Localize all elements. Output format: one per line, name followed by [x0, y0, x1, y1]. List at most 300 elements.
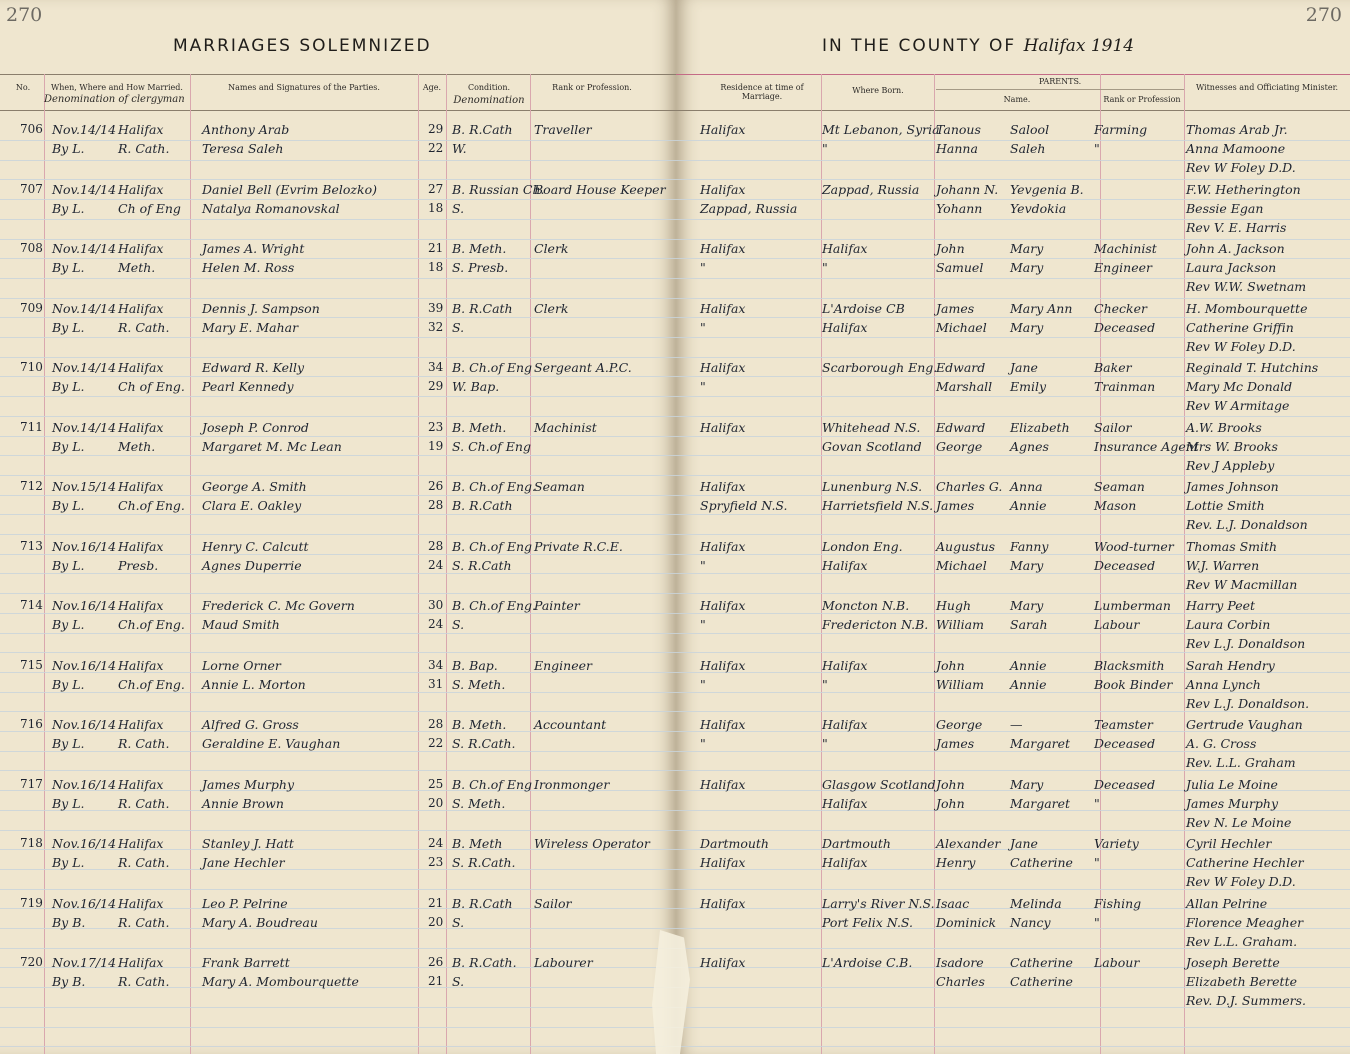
- witness-2: Laura Jackson: [1186, 260, 1277, 275]
- entry-number: 708: [20, 241, 43, 255]
- entry-denomination: Ch.of Eng.: [118, 498, 185, 513]
- groom-condition: B. Ch.of Eng.: [452, 598, 536, 613]
- groom-condition: B. Ch.of Eng: [452, 538, 533, 554]
- groom-name: Frederick C. Mc Govern: [202, 598, 355, 613]
- ruled-line: [0, 337, 676, 338]
- ruled-line: [676, 1027, 1350, 1028]
- entry-place: Halifax: [118, 657, 164, 673]
- entry-denomination: Ch.of Eng.: [118, 617, 185, 632]
- groom-condition: B. R.Cath: [452, 122, 513, 137]
- groom-residence: Halifax: [700, 300, 746, 316]
- groom-residence: Halifax: [700, 181, 746, 197]
- ruled-line: [0, 830, 676, 831]
- groom-father: George: [936, 717, 983, 732]
- ruled-line: [0, 278, 676, 279]
- groom-age: 28: [428, 538, 444, 553]
- bride-parents-rank: ": [1094, 795, 1100, 811]
- bride-parents-rank: Trainman: [1094, 379, 1156, 394]
- bride-parents-rank: ": [1094, 855, 1100, 870]
- entry-place: Halifax: [118, 122, 164, 137]
- entry-date: Nov.16/14: [52, 776, 117, 792]
- entry-by: By L.: [52, 141, 85, 156]
- bride-name: Annie L. Morton: [202, 676, 306, 692]
- bride-birthplace: Harrietsfield N.S.: [822, 498, 934, 513]
- entry-by: By L.: [52, 736, 85, 751]
- ruled-line: [0, 948, 676, 949]
- groom-name: Alfred G. Gross: [202, 717, 299, 732]
- groom-father: Isaac: [936, 895, 970, 911]
- witness-2: Anna Lynch: [1186, 676, 1261, 692]
- col-residence-header: Residence at time of Marriage.: [720, 83, 804, 101]
- ruled-line: [0, 239, 676, 240]
- bride-condition: W.: [452, 141, 467, 156]
- bride-mother: Agnes: [1010, 438, 1049, 454]
- bride-age: 20: [428, 914, 444, 929]
- witness-1: Thomas Smith: [1186, 538, 1278, 554]
- officiating-minister: Rev J Appleby: [1186, 457, 1275, 473]
- groom-age: 29: [428, 122, 444, 136]
- groom-parents-rank: Teamster: [1094, 717, 1153, 732]
- entry-place: Halifax: [118, 300, 164, 316]
- ruled-line: [676, 554, 1350, 555]
- bride-name: Annie Brown: [202, 795, 284, 811]
- entry-date: Nov.15/14: [52, 479, 117, 494]
- bride-name: Margaret M. Mc Lean: [202, 438, 342, 454]
- bride-birthplace: Port Felix N.S.: [822, 914, 914, 930]
- header-bottom-rule: [676, 110, 1350, 111]
- entry-date: Nov.14/14: [52, 181, 117, 197]
- entry-place: Halifax: [118, 895, 164, 911]
- bride-name: Teresa Saleh: [202, 141, 284, 156]
- groom-mother: Salool: [1010, 122, 1050, 137]
- entry-date: Nov.16/14: [52, 598, 117, 613]
- bride-birthplace: ": [822, 260, 828, 275]
- groom-condition: B. Ch.of Eng: [452, 360, 533, 375]
- entry-denomination: Meth.: [118, 260, 156, 275]
- witness-2: A. G. Cross: [1186, 736, 1257, 751]
- groom-mother: Yevgenia B.: [1010, 181, 1084, 197]
- bride-name: Mary E. Mahar: [202, 319, 299, 335]
- groom-father: Johann N.: [936, 181, 999, 197]
- groom-residence: Halifax: [700, 419, 746, 435]
- bride-age: 21: [428, 974, 444, 988]
- groom-father: Edward: [936, 419, 986, 435]
- groom-birthplace: Halifax: [822, 717, 868, 732]
- bride-mother: Margaret: [1010, 736, 1071, 751]
- entry-number: 720: [20, 955, 43, 969]
- groom-age: 34: [428, 360, 444, 374]
- entry-place: Halifax: [118, 717, 164, 732]
- officiating-minister: Rev W.W. Swetnam: [1186, 279, 1307, 294]
- bride-parents-rank: Book Binder: [1094, 676, 1173, 692]
- ruled-line: [0, 889, 676, 890]
- bride-mother: Saleh: [1010, 141, 1046, 156]
- groom-mother: Jane: [1010, 360, 1038, 375]
- bride-condition: W. Bap.: [452, 379, 500, 394]
- ruled-line: [676, 317, 1350, 318]
- ruled-line: [676, 830, 1350, 831]
- groom-age: 27: [428, 181, 444, 196]
- entry-by: By B.: [52, 974, 86, 989]
- bride-father: Michael: [936, 319, 987, 335]
- entry-by: By L.: [52, 379, 85, 394]
- ruled-line: [676, 416, 1350, 417]
- groom-residence: Halifax: [700, 479, 746, 494]
- bride-birthplace: Halifax: [822, 319, 868, 335]
- ruled-line: [0, 692, 676, 693]
- bride-condition: S. Meth.: [452, 795, 506, 811]
- bride-name: Agnes Duperrie: [202, 557, 302, 573]
- groom-residence: Dartmouth: [700, 836, 769, 851]
- witness-1: A.W. Brooks: [1186, 419, 1262, 435]
- entry-date: Nov.16/14: [52, 717, 117, 732]
- groom-birthplace: L'Ardoise C.B.: [822, 955, 913, 970]
- witness-1: Gertrude Vaughan: [1186, 717, 1303, 732]
- bride-name: Jane Hechler: [202, 855, 285, 870]
- groom-parents-rank: Farming: [1094, 122, 1148, 137]
- ruled-line: [0, 376, 676, 377]
- bride-residence: Spryfield N.S.: [700, 498, 788, 513]
- groom-name: Henry C. Calcutt: [202, 538, 309, 554]
- bride-residence: ": [700, 676, 706, 692]
- groom-birthplace: Halifax: [822, 241, 868, 256]
- groom-residence: Halifax: [700, 657, 746, 673]
- groom-name: Lorne Orner: [202, 657, 281, 673]
- groom-age: 21: [428, 895, 444, 910]
- groom-condition: B. R.Cath.: [452, 955, 517, 970]
- bride-name: Pearl Kennedy: [202, 379, 294, 394]
- page-title-right-text: IN THE COUNTY OF: [822, 36, 1017, 56]
- groom-birthplace: Mt Lebanon, Syria: [822, 122, 940, 137]
- bride-father: John: [936, 795, 965, 811]
- ruled-line: [0, 1007, 676, 1008]
- witness-1: Cyril Hechler: [1186, 836, 1272, 851]
- bride-condition: S. R.Cath.: [452, 736, 516, 751]
- groom-condition: B. R.Cath: [452, 300, 513, 316]
- officiating-minister: Rev W Armitage: [1186, 398, 1290, 413]
- bride-parents-rank: Deceased: [1094, 736, 1156, 751]
- col-condition-header: Condition.: [467, 83, 511, 92]
- groom-name: Leo P. Pelrine: [202, 895, 288, 911]
- witness-2: Catherine Griffin: [1186, 319, 1294, 335]
- groom-residence: Halifax: [700, 241, 746, 256]
- col-names-header: Names and Signatures of the Parties.: [228, 83, 380, 92]
- groom-condition: B. Ch.of Eng.: [452, 479, 536, 494]
- ruled-line: [0, 711, 676, 712]
- bride-mother: Nancy: [1010, 914, 1051, 930]
- groom-name: Stanley J. Hatt: [202, 836, 294, 851]
- entry-date: Nov.14/14: [52, 241, 117, 256]
- groom-father: James: [936, 300, 975, 316]
- ruled-line: [0, 140, 676, 141]
- col-born-header: Where Born.: [852, 86, 904, 95]
- ruled-line: [0, 633, 676, 634]
- bride-age: 18: [428, 200, 444, 215]
- entry-denomination: R. Cath.: [118, 974, 170, 989]
- ruled-line: [676, 652, 1350, 653]
- entry-number: 717: [20, 776, 43, 791]
- groom-mother: Anna: [1010, 479, 1043, 494]
- ruled-line: [676, 633, 1350, 634]
- bride-age: 24: [428, 557, 444, 572]
- bride-father: William: [936, 617, 984, 632]
- ruled-line: [0, 258, 676, 259]
- groom-age: 24: [428, 836, 444, 850]
- ruled-line: [0, 1027, 676, 1028]
- groom-age: 26: [428, 479, 444, 493]
- ruled-line: [676, 692, 1350, 693]
- groom-age: 34: [428, 657, 444, 672]
- groom-residence: Halifax: [700, 955, 746, 970]
- ruled-line: [0, 514, 676, 515]
- bride-condition: S.: [452, 974, 465, 989]
- groom-birthplace: Zappad, Russia: [822, 181, 920, 197]
- col-condition-denom-note: Denomination: [453, 95, 525, 106]
- bride-age: 18: [428, 260, 444, 274]
- entry-place: Halifax: [118, 360, 164, 375]
- ruled-line: [676, 495, 1350, 496]
- entry-denomination: R. Cath.: [118, 855, 170, 870]
- bride-birthplace: ": [822, 141, 828, 156]
- ruled-line: [0, 1046, 676, 1047]
- col-parent-rank-header: Rank or Profession: [1103, 95, 1181, 104]
- groom-age: 25: [428, 776, 444, 791]
- witness-2: Bessie Egan: [1186, 200, 1264, 216]
- witness-2: James Murphy: [1186, 795, 1279, 811]
- bride-residence: ": [700, 319, 706, 335]
- ruled-line: [0, 495, 676, 496]
- bride-mother: Emily: [1010, 379, 1047, 394]
- officiating-minister: Rev L.J. Donaldson: [1186, 636, 1306, 651]
- witness-1: Sarah Hendry: [1186, 657, 1275, 673]
- groom-condition: B. Meth.: [452, 419, 507, 435]
- bride-condition: S.: [452, 617, 465, 632]
- entry-by: By L.: [52, 319, 85, 335]
- header-top-rule: [676, 74, 1350, 75]
- bride-mother: Yevdokia: [1010, 200, 1067, 216]
- entry-date: Nov.14/14: [52, 122, 117, 137]
- ruled-line: [0, 455, 676, 456]
- groom-name: Anthony Arab: [202, 122, 290, 137]
- witness-1: Allan Pelrine: [1186, 895, 1268, 911]
- groom-father: Augustus: [936, 538, 996, 554]
- entry-date: Nov.16/14: [52, 895, 117, 911]
- groom-rank: Painter: [534, 598, 580, 613]
- entry-place: Halifax: [118, 181, 164, 197]
- witness-1: H. Mombourquette: [1186, 300, 1308, 316]
- groom-parents-rank: Seaman: [1094, 479, 1145, 494]
- groom-father: Charles G.: [936, 479, 1003, 494]
- entry-number: 709: [20, 300, 43, 315]
- col-parent-name-header: Name.: [1003, 95, 1031, 104]
- bride-parents-rank: Insurance Agent: [1094, 438, 1199, 454]
- ruled-line: [676, 573, 1350, 574]
- bride-father: Samuel: [936, 260, 984, 275]
- groom-birthplace: Halifax: [822, 657, 868, 673]
- bride-condition: S. Ch.of Eng: [452, 438, 531, 454]
- ruled-line: [0, 652, 676, 653]
- officiating-minister: Rev. L.J. Donaldson: [1186, 517, 1308, 532]
- entry-by: By L.: [52, 260, 85, 275]
- groom-rank: Wireless Operator: [534, 836, 650, 851]
- bride-birthplace: Govan Scotland: [822, 438, 922, 454]
- officiating-minister: Rev W Foley D.D.: [1186, 874, 1296, 889]
- groom-mother: Fanny: [1010, 538, 1049, 554]
- bride-age: 32: [428, 319, 444, 334]
- bride-parents-rank: Mason: [1094, 498, 1137, 513]
- entry-by: By L.: [52, 438, 85, 454]
- entry-by: By L.: [52, 557, 85, 573]
- witness-1: James Johnson: [1186, 479, 1279, 494]
- groom-parents-rank: Wood-turner: [1094, 538, 1174, 554]
- witness-2: Mrs W. Brooks: [1186, 438, 1278, 454]
- groom-age: 39: [428, 300, 444, 315]
- groom-father: John: [936, 241, 965, 256]
- bride-residence: ": [700, 379, 706, 394]
- groom-rank: Private R.C.E.: [534, 538, 623, 554]
- ruled-line: [0, 298, 676, 299]
- bride-condition: S. Meth.: [452, 676, 506, 692]
- groom-mother: Mary: [1010, 241, 1044, 256]
- groom-mother: Mary: [1010, 776, 1044, 792]
- bride-age: 29: [428, 379, 444, 393]
- groom-birthplace: London Eng.: [822, 538, 903, 554]
- bride-father: Henry: [936, 855, 976, 870]
- bride-name: Geraldine E. Vaughan: [202, 736, 341, 751]
- groom-parents-rank: Machinist: [1094, 241, 1157, 256]
- groom-rank: Clerk: [534, 241, 569, 256]
- groom-mother: —: [1010, 717, 1023, 732]
- ruled-line: [676, 436, 1350, 437]
- entry-number: 714: [20, 598, 43, 612]
- groom-birthplace: Scarborough Eng.: [822, 360, 938, 375]
- entry-place: Halifax: [118, 241, 164, 256]
- bride-name: Helen M. Ross: [202, 260, 295, 275]
- ruled-line: [0, 317, 676, 318]
- bride-father: James: [936, 498, 975, 513]
- officiating-minister: Rev N. Le Moine: [1186, 814, 1292, 830]
- ruled-line: [676, 534, 1350, 535]
- bride-parents-rank: Engineer: [1094, 260, 1152, 275]
- groom-parents-rank: Labour: [1094, 955, 1140, 970]
- groom-mother: Jane: [1010, 836, 1038, 851]
- page-title-right: [822, 36, 1134, 56]
- groom-parents-rank: Deceased: [1094, 776, 1156, 792]
- ruled-line: [676, 396, 1350, 397]
- bride-father: Charles: [936, 974, 985, 989]
- bride-residence: ": [700, 617, 706, 632]
- groom-parents-rank: Lumberman: [1094, 598, 1171, 613]
- bride-age: 22: [428, 736, 444, 750]
- entry-number: 710: [20, 360, 43, 374]
- groom-father: John: [936, 776, 965, 792]
- entry-number: 713: [20, 538, 43, 553]
- bride-name: Maud Smith: [202, 617, 280, 632]
- groom-condition: B. Meth.: [452, 241, 507, 256]
- groom-rank: Machinist: [534, 419, 597, 435]
- groom-residence: Halifax: [700, 776, 746, 792]
- entry-date: Nov.16/14: [52, 538, 117, 554]
- entry-denomination: Ch of Eng.: [118, 379, 185, 394]
- column-rule: [530, 74, 531, 1054]
- groom-condition: B. Russian Ch.: [452, 181, 545, 197]
- page-number-left: 270: [6, 4, 43, 26]
- bride-father: Michael: [936, 557, 987, 573]
- bride-name: Natalya Romanovskal: [202, 200, 340, 216]
- ruled-line: [676, 455, 1350, 456]
- groom-residence: Halifax: [700, 122, 746, 137]
- entry-denomination: Ch of Eng: [118, 200, 181, 216]
- officiating-minister: Rev V. E. Harris: [1186, 219, 1287, 235]
- groom-parents-rank: Fishing: [1094, 895, 1142, 911]
- entry-denomination: R. Cath.: [118, 914, 170, 930]
- bride-condition: S.: [452, 200, 465, 216]
- groom-parents-rank: Sailor: [1094, 419, 1132, 435]
- col-no-header: No.: [15, 83, 31, 92]
- bride-father: Yohann: [936, 200, 983, 216]
- groom-rank: Accountant: [534, 717, 607, 732]
- groom-age: 28: [428, 717, 444, 731]
- bride-residence: ": [700, 260, 706, 275]
- groom-parents-rank: Baker: [1094, 360, 1132, 375]
- col-rank-header: Rank or Profession.: [552, 83, 632, 92]
- officiating-minister: Rev. L.L. Graham: [1186, 755, 1296, 770]
- groom-parents-rank: Blacksmith: [1094, 657, 1165, 673]
- groom-name: James Murphy: [202, 776, 295, 792]
- witness-2: Florence Meagher: [1186, 914, 1304, 930]
- ruled-line: [0, 810, 676, 811]
- groom-birthplace: Glasgow Scotland: [822, 776, 936, 792]
- header-bottom-rule: [0, 110, 676, 111]
- groom-mother: Catherine: [1010, 955, 1073, 970]
- groom-name: Edward R. Kelly: [202, 360, 305, 375]
- groom-birthplace: Whitehead N.S.: [822, 419, 921, 435]
- right-page: [676, 0, 1350, 1054]
- entry-place: Halifax: [118, 836, 164, 851]
- entry-by: By L.: [52, 855, 85, 870]
- witness-1: Julia Le Moine: [1186, 776, 1278, 792]
- groom-rank: Clerk: [534, 300, 569, 316]
- ruled-line: [0, 357, 676, 358]
- officiating-minister: Rev W Macmillan: [1186, 576, 1298, 592]
- county-name: Halifax 1914: [1023, 36, 1135, 56]
- officiating-minister: Rev W Foley D.D.: [1186, 160, 1296, 175]
- entry-number: 719: [20, 895, 43, 910]
- groom-age: 30: [428, 598, 444, 612]
- bride-mother: Margaret: [1010, 795, 1071, 811]
- ruled-line: [676, 179, 1350, 180]
- groom-residence: Halifax: [700, 538, 746, 554]
- ruled-line: [676, 376, 1350, 377]
- groom-age: 26: [428, 955, 444, 969]
- bride-mother: Annie: [1010, 498, 1047, 513]
- groom-rank: Sailor: [534, 895, 572, 911]
- bride-parents-rank: Deceased: [1094, 557, 1156, 573]
- ruled-line: [0, 869, 676, 870]
- bride-mother: Mary: [1010, 260, 1044, 275]
- witness-1: Joseph Berette: [1186, 955, 1280, 970]
- groom-father: John: [936, 657, 965, 673]
- entry-number: 711: [20, 419, 43, 434]
- officiating-minister: Rev L.J. Donaldson.: [1186, 695, 1310, 711]
- groom-rank: Board House Keeper: [534, 181, 666, 197]
- groom-residence: Halifax: [700, 360, 746, 375]
- bride-mother: Annie: [1010, 676, 1047, 692]
- groom-rank: Seaman: [534, 479, 585, 494]
- groom-birthplace: Moncton N.B.: [822, 598, 910, 613]
- groom-father: Isadore: [936, 955, 984, 970]
- groom-name: Dennis J. Sampson: [202, 300, 320, 316]
